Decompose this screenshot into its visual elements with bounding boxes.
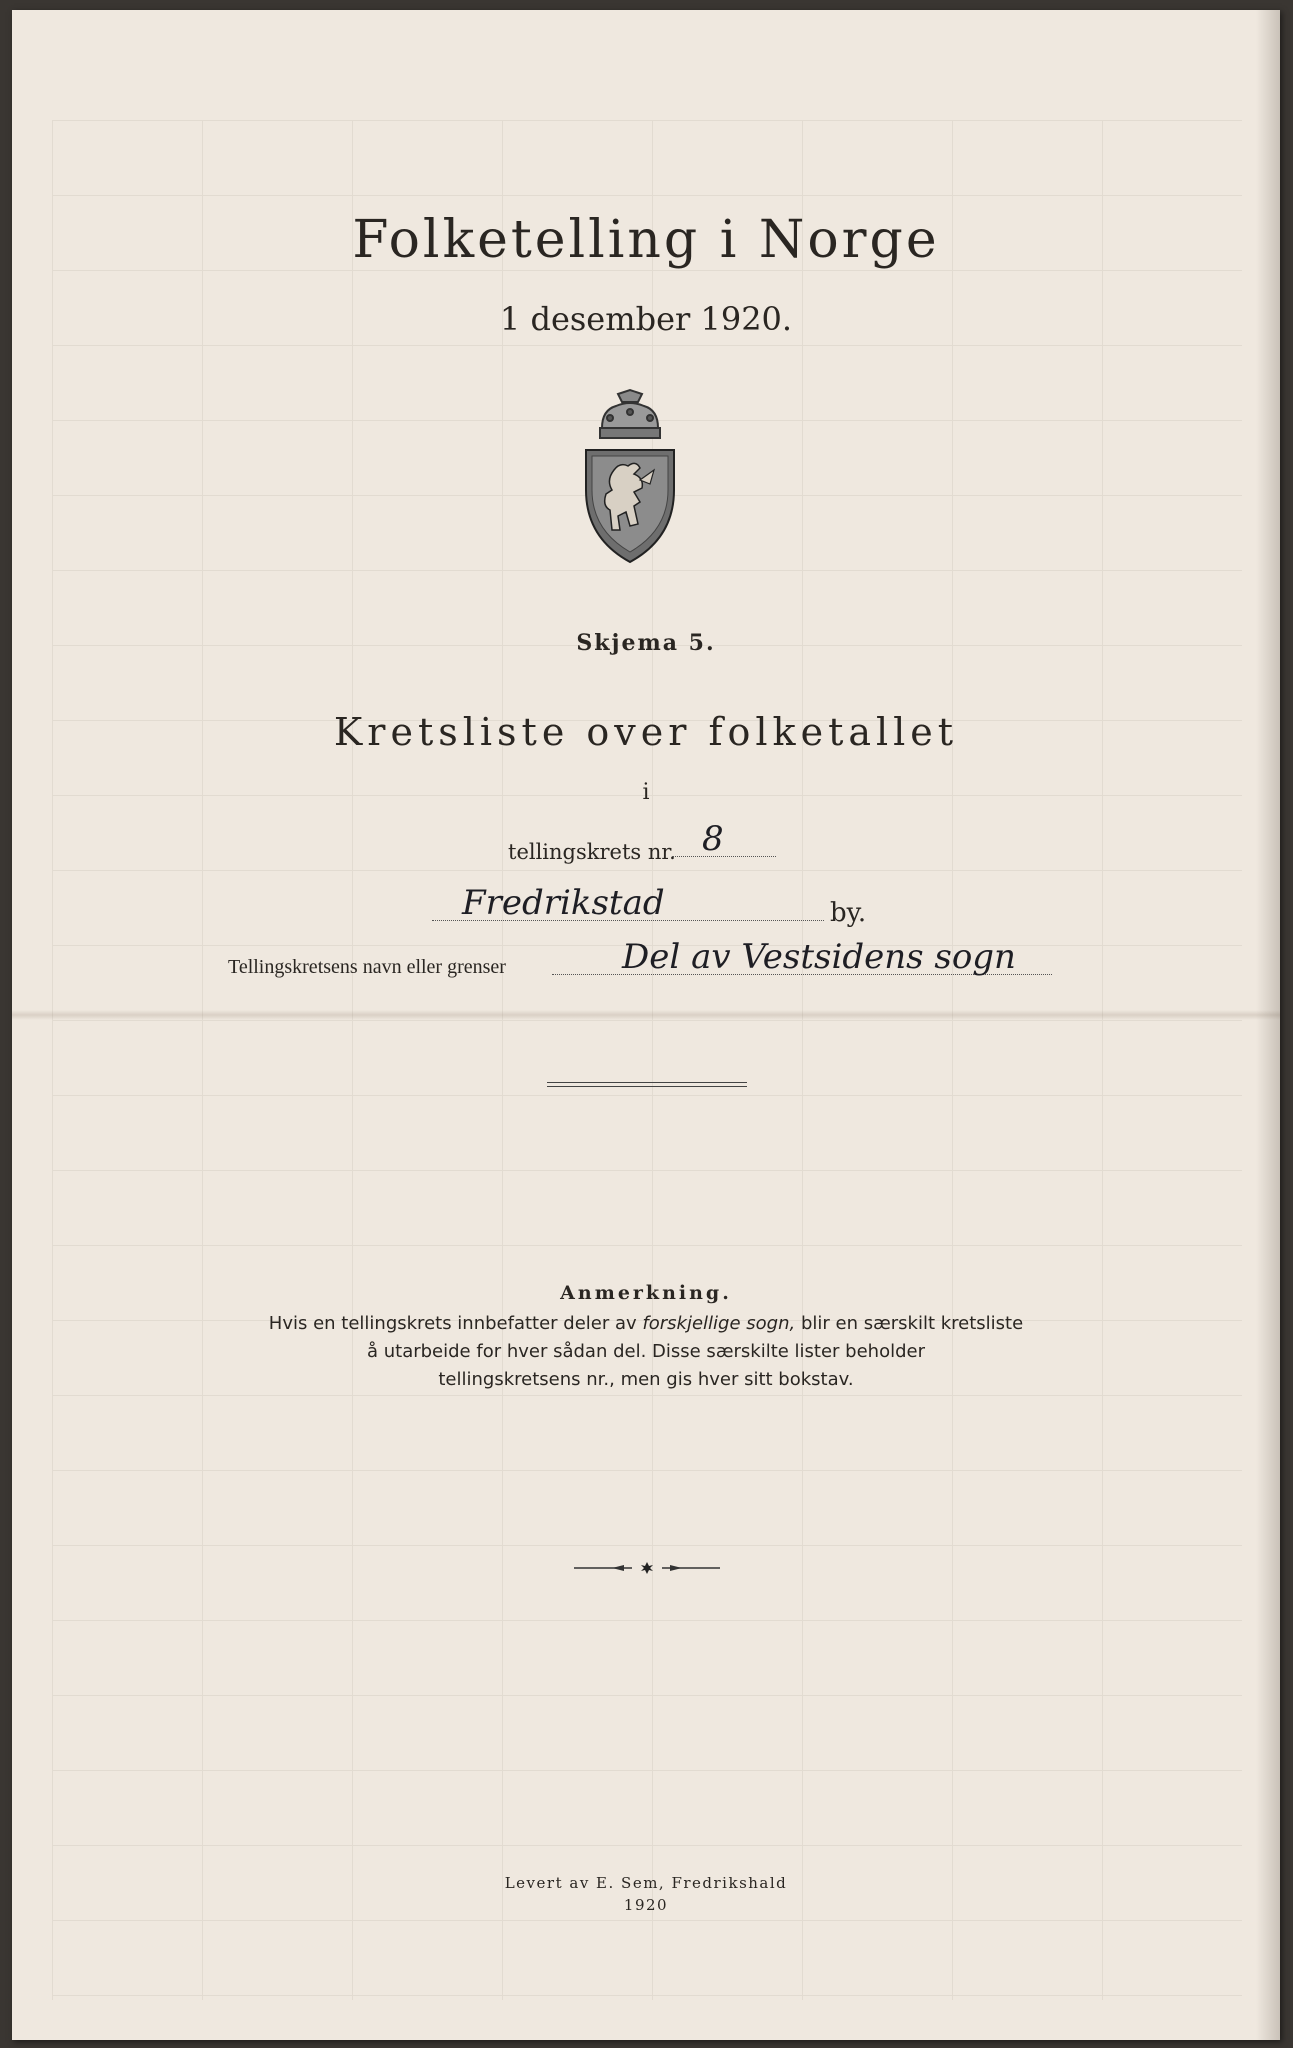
decorative-ornament-icon [572, 1560, 722, 1576]
circuit-number-label: tellingskrets nr. [508, 840, 676, 864]
document-title: Folketelling i Norge [352, 210, 940, 270]
printer-name: Levert av E. Sem, Fredrikshald [504, 1874, 788, 1892]
note-heading: Anmerkning. [560, 1282, 732, 1304]
printer-year: 1920 [623, 1896, 669, 1914]
note-line-3: tellingskretsens nr., men gis hver sitt bokstav. [438, 1369, 854, 1390]
circuit-names-value: Del av Vestsidens sogn [552, 940, 1052, 975]
circuit-number-value: 8 [672, 822, 776, 857]
note-line-2: å utarbeide for hver sådan del. Disse særskilte lister beholder [366, 1341, 926, 1362]
schema-label: Skjema 5. [576, 630, 716, 656]
connector-word: i [642, 780, 650, 805]
form-heading: Kretsliste over folketallet [333, 710, 959, 754]
printer-credit [12, 1872, 1280, 1916]
page-fold [12, 1010, 1280, 1020]
census-form-page [12, 10, 1280, 2040]
note-line-1: Hvis en tellingskrets innbefatter deler av forskjellige sogn, blir en særskilt kretsliste [268, 1313, 1024, 1334]
town-name-value: Fredrikstad [432, 886, 824, 921]
circuit-names-label: Tellingskretsens navn eller grenser [228, 956, 506, 978]
section-divider [547, 1082, 747, 1087]
town-suffix: by. [830, 898, 867, 928]
norwegian-coat-of-arms-icon [580, 388, 680, 568]
note-text [12, 1310, 1280, 1394]
census-date: 1 desember 1920. [499, 300, 793, 338]
